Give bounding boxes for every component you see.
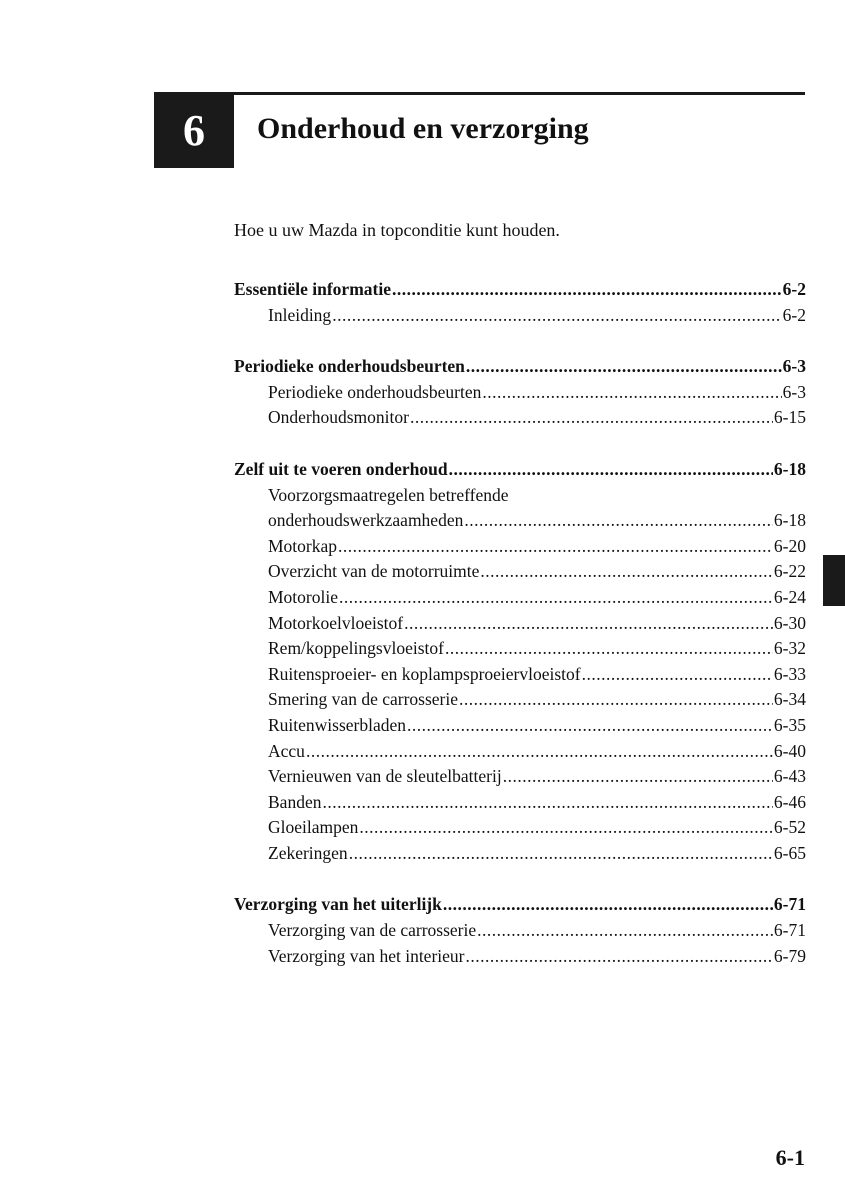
toc-entry-page: 6-22	[773, 561, 806, 582]
chapter-side-tab	[823, 555, 845, 606]
dot-leader	[465, 944, 772, 970]
toc-entry-title: Verzorging van het interieur	[268, 945, 465, 966]
toc-entry-title: Inleiding	[268, 304, 332, 325]
toc-section-heading[interactable]	[234, 457, 806, 483]
toc-entry-title: Motorolie	[268, 586, 338, 607]
toc-entry-page: 6-15	[773, 407, 806, 428]
toc-entry-page: 6-24	[773, 586, 806, 607]
toc-section-heading-page: 6-71	[773, 894, 806, 915]
toc-entry[interactable]	[234, 841, 806, 867]
toc-entry[interactable]	[234, 303, 806, 329]
toc-entry-title: Motorkoelvloeistof	[268, 612, 404, 633]
toc-entry-title: Banden	[268, 791, 322, 812]
toc-entry-page: 6-35	[773, 714, 806, 735]
toc-entry[interactable]	[234, 662, 806, 688]
toc-entry[interactable]	[234, 713, 806, 739]
toc-entry-title: Ruitensproeier- en koplampsproeiervloeistof	[268, 663, 581, 684]
toc-entry-title: Accu	[268, 740, 305, 761]
dot-leader	[466, 354, 782, 380]
toc-entry[interactable]	[234, 380, 806, 406]
dot-leader	[404, 611, 773, 637]
toc-entry-page: 6-30	[773, 612, 806, 633]
toc-entry[interactable]	[234, 559, 806, 585]
table-of-contents	[234, 277, 806, 995]
toc-entry[interactable]	[234, 611, 806, 637]
toc-section-heading[interactable]	[234, 354, 806, 380]
page-number: 6-1	[775, 1145, 805, 1170]
toc-section	[234, 457, 806, 867]
toc-section-heading-title: Verzorging van het uiterlijk	[234, 894, 442, 915]
toc-entry[interactable]	[234, 585, 806, 611]
toc-section-heading[interactable]	[234, 277, 806, 303]
toc-entry[interactable]	[234, 636, 806, 662]
dot-leader	[392, 277, 782, 303]
toc-section-heading-page: 6-2	[782, 279, 806, 299]
toc-entry-title: Zekeringen	[268, 842, 348, 863]
dot-leader	[306, 739, 773, 765]
dot-leader	[482, 380, 781, 406]
toc-entry[interactable]	[234, 739, 806, 765]
dot-leader	[464, 508, 773, 534]
dot-leader	[477, 918, 773, 944]
dot-leader	[339, 585, 773, 611]
toc-entry-page: 6-33	[773, 663, 806, 684]
toc-entry-title: Ruitenwisserbladen	[268, 714, 407, 735]
toc-entry[interactable]	[234, 815, 806, 841]
toc-entry-page: 6-79	[773, 945, 806, 966]
toc-entry[interactable]	[234, 483, 806, 509]
toc-entry[interactable]	[234, 405, 806, 431]
toc-entry-title: Smering van de carrosserie	[268, 689, 458, 710]
toc-entry[interactable]	[234, 508, 806, 534]
chapter-number: 6	[183, 105, 205, 155]
toc-entry-page: 6-34	[773, 689, 806, 710]
toc-section-heading-title: Essentiële informatie	[234, 279, 391, 299]
dot-leader	[503, 764, 773, 790]
dot-leader	[349, 841, 773, 867]
toc-entry-page: 6-43	[773, 766, 806, 787]
toc-entry-page: 6-2	[782, 304, 806, 325]
toc-entry[interactable]	[234, 687, 806, 713]
dot-leader	[359, 815, 773, 841]
dot-leader	[338, 534, 773, 560]
toc-section-heading-title: Periodieke onderhoudsbeurten	[234, 356, 465, 377]
toc-entry-title: Voorzorgsmaatregelen betreffende	[268, 484, 509, 505]
dot-leader	[332, 303, 781, 329]
toc-entry[interactable]	[234, 764, 806, 790]
dot-leader	[407, 713, 773, 739]
toc-entry-title: Rem/koppelingsvloeistof	[268, 638, 444, 659]
toc-entry[interactable]	[234, 944, 806, 970]
dot-leader	[582, 662, 773, 688]
chapter-number-box	[154, 92, 234, 168]
dot-leader	[449, 457, 773, 483]
dot-leader	[480, 559, 773, 585]
toc-entry-page: 6-52	[773, 817, 806, 838]
dot-leader	[322, 790, 772, 816]
toc-section-heading-title: Zelf uit te voeren onderhoud	[234, 458, 448, 479]
toc-section-heading-page: 6-18	[773, 458, 806, 479]
chapter-intro: Hoe u uw Mazda in topconditie kunt houden.	[234, 220, 560, 240]
toc-section-heading-page: 6-3	[782, 356, 806, 377]
toc-entry-page: 6-32	[773, 638, 806, 659]
toc-entry-page: 6-40	[773, 740, 806, 761]
toc-entry-title: Verzorging van de carrosserie	[268, 920, 477, 941]
chapter-title: Onderhoud en verzorging	[257, 112, 589, 145]
toc-entry-page: 6-65	[773, 842, 806, 863]
toc-section-heading[interactable]	[234, 892, 806, 918]
toc-entry-page: 6-3	[782, 381, 806, 402]
toc-entry[interactable]	[234, 918, 806, 944]
toc-entry-page: 6-20	[773, 535, 806, 556]
toc-entry-title: Gloeilampen	[268, 817, 359, 838]
toc-section	[234, 354, 806, 431]
dot-leader	[445, 636, 773, 662]
chapter-header-rule	[234, 92, 805, 95]
toc-entry-title: Onderhoudsmonitor	[268, 407, 409, 428]
toc-entry-title: onderhoudswerkzaamheden	[268, 510, 464, 531]
toc-entry-page: 6-18	[773, 510, 806, 531]
toc-section	[234, 277, 806, 328]
dot-leader	[410, 405, 773, 431]
dot-leader	[459, 687, 773, 713]
toc-entry-title: Periodieke onderhoudsbeurten	[268, 381, 482, 402]
toc-entry[interactable]	[234, 534, 806, 560]
toc-entry-page: 6-46	[773, 791, 806, 812]
toc-entry-page: 6-71	[773, 920, 806, 941]
toc-entry-title: Vernieuwen van de sleutelbatterij	[268, 766, 502, 787]
toc-entry[interactable]	[234, 790, 806, 816]
toc-section	[234, 892, 806, 969]
toc-entry-title: Overzicht van de motorruimte	[268, 561, 480, 582]
toc-entry-title: Motorkap	[268, 535, 338, 556]
dot-leader	[443, 892, 773, 918]
